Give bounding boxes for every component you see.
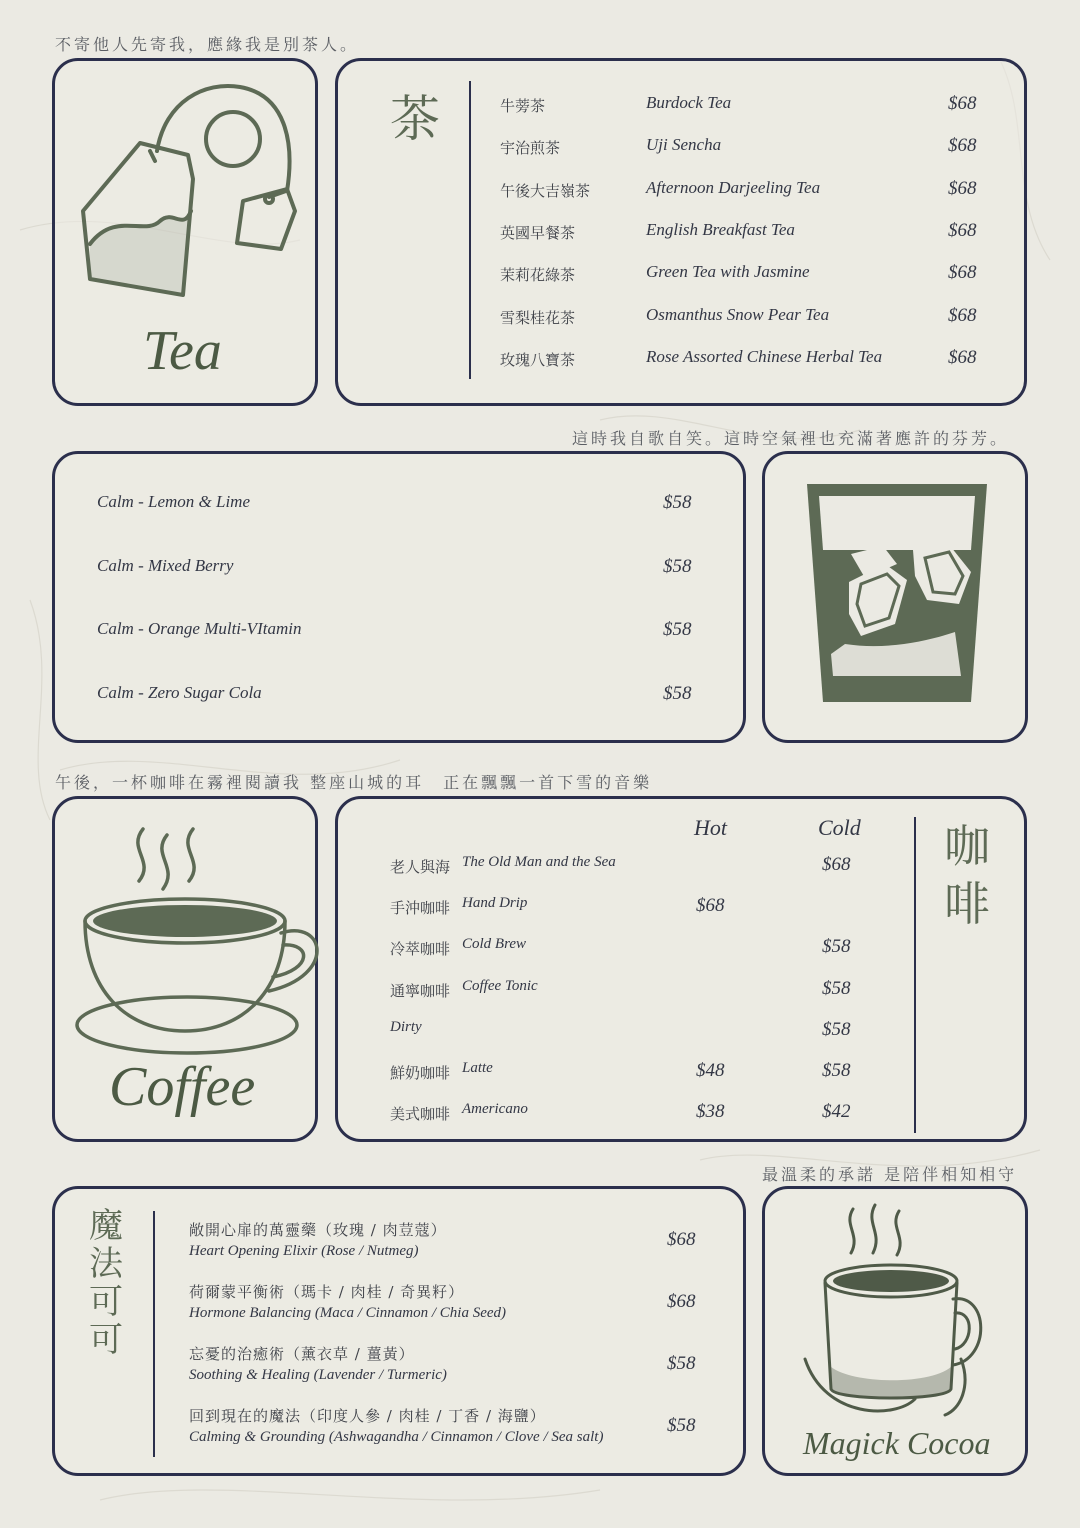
calm-item-name: Calm - Mixed Berry (97, 555, 234, 575)
calm-item (55, 617, 743, 647)
coffee-item-en: Cold Brew (462, 936, 527, 953)
tea-item (338, 218, 1024, 248)
coffee-item-cold-price: $42 (822, 1101, 851, 1123)
coffee-item-en: Dirty (390, 1018, 422, 1035)
coffee-item-cold-price: $68 (822, 854, 851, 875)
coffee-item-en: Coffee Tonic (462, 977, 538, 994)
cocoa-item-zh: 回到現在的魔法（印度人參 / 肉桂 / 丁香 / 海鹽） (189, 1407, 546, 1425)
coffee-item (338, 976, 1024, 1006)
iced-glass-icon (765, 454, 1031, 746)
tea-heading: 茶 (390, 90, 440, 148)
cocoa-item (55, 1343, 743, 1393)
cocoa-item-price: $58 (667, 1415, 696, 1436)
coffee-item-en: Americano (462, 1101, 528, 1118)
tagline-middle: 這時我自歌自笑。這時空氣裡也充滿著應許的芬芳。 (572, 429, 1010, 448)
cocoa-item-zh: 忘憂的治癒術（薰衣草 / 薑黃） (189, 1345, 415, 1363)
tagline-top: 不寄他人先寄我，應緣我是別茶人。 (55, 35, 360, 54)
tea-item-en: Uji Sencha (646, 135, 722, 155)
coffee-item (338, 1017, 1024, 1047)
calm-item (55, 681, 743, 711)
tea-item-zh: 牛蒡茶 (500, 97, 546, 115)
tea-item-price: $68 (948, 262, 977, 284)
tagline-cocoa: 最溫柔的承諾 是陪伴相知相守 (762, 1165, 1018, 1184)
tea-item (338, 133, 1024, 163)
tea-icon-label: Tea (143, 320, 222, 382)
cocoa-item-en: Hormone Balancing (Maca / Cinnamon / Chia Seed) (189, 1305, 507, 1321)
tea-menu-panel (335, 58, 1027, 406)
cocoa-item-price: $58 (667, 1353, 696, 1374)
cocoa-icon-label: Magick Cocoa (803, 1425, 991, 1461)
tea-item (338, 345, 1024, 375)
coffee-item (338, 934, 1024, 964)
coffee-item-cold-price: $58 (822, 936, 851, 958)
tea-item-zh: 宇治煎茶 (500, 139, 561, 158)
coffee-item (338, 1099, 1024, 1129)
glass-icon-panel (762, 451, 1028, 743)
coffee-item (338, 1058, 1024, 1088)
tea-item-price: $68 (948, 219, 977, 241)
tea-item-price: $68 (948, 177, 977, 199)
coffee-icon-panel (52, 796, 318, 1142)
tea-item-price: $68 (948, 304, 977, 326)
coffee-icon-label: Coffee (109, 1056, 256, 1118)
calm-item (55, 554, 743, 584)
tea-item-en: English Breakfast Tea (646, 219, 795, 239)
tea-item-zh: 玫瑰八寶茶 (500, 350, 576, 369)
coffee-item-hot-price: $68 (696, 895, 725, 917)
coffee-item-zh: 老人與海 (390, 858, 451, 876)
tea-item-price: $68 (948, 346, 977, 368)
tea-item-en: Burdock Tea (646, 93, 732, 112)
cocoa-menu-panel (52, 1186, 746, 1476)
cocoa-heading: 魔法可可 (89, 1206, 123, 1360)
calm-item-price: $58 (663, 619, 692, 640)
tea-item-price: $68 (948, 93, 977, 114)
cocoa-item-zh: 荷爾蒙平衡術（瑪卡 / 肉桂 / 奇異籽） (189, 1283, 465, 1301)
cocoa-item (55, 1219, 743, 1269)
tea-item (338, 176, 1024, 206)
tea-item-en: Afternoon Darjeeling Tea (646, 177, 821, 197)
cocoa-item-en: Soothing & Healing (Lavender / Turmeric) (189, 1367, 447, 1383)
calm-item-name: Calm - Lemon & Lime (97, 492, 250, 511)
calm-item-price: $58 (663, 682, 692, 704)
tea-item-en: Osmanthus Snow Pear Tea (646, 304, 830, 324)
tea-item-en: Rose Assorted Chinese Herbal Tea (646, 346, 883, 366)
cocoa-item (55, 1281, 743, 1331)
cocoa-item-zh: 敞開心扉的萬靈藥（玫瑰 / 肉荳蔻） (189, 1221, 447, 1239)
tagline-coffee: 午後，一杯咖啡在霧裡閱讀我 整座山城的耳 正在飄飄一首下雪的音樂 (55, 773, 653, 792)
coffee-item-en: The Old Man and the Sea (462, 854, 616, 870)
cocoa-icon-panel (762, 1186, 1028, 1476)
tea-item-zh: 英國早餐茶 (500, 223, 576, 242)
coffee-item-zh: 手沖咖啡 (390, 899, 451, 918)
calm-item (55, 490, 743, 520)
coffee-heading: 咖啡 (944, 819, 990, 931)
coffee-item-hot-price: $48 (696, 1060, 725, 1081)
calm-item-price: $58 (663, 555, 692, 577)
tea-item-zh: 午後大吉嶺茶 (500, 181, 591, 200)
cocoa-item (55, 1405, 743, 1455)
cocoa-item-en: Calming & Grounding (Ashwagandha / Cinnamon / Clove / Sea salt) (189, 1429, 604, 1445)
coffee-item (338, 852, 1024, 882)
coffee-item-en: Latte (462, 1060, 493, 1076)
calm-item-name: Calm - Zero Sugar Cola (97, 682, 262, 702)
tea-item-zh: 雪梨桂花茶 (500, 308, 576, 327)
tea-item-zh: 茉莉花綠茶 (500, 266, 576, 285)
calm-menu-panel (52, 451, 746, 743)
coffee-item-zh: 鮮奶咖啡 (390, 1064, 451, 1082)
coffee-item-zh: 美式咖啡 (390, 1105, 451, 1124)
coffee-col-hot: Hot (694, 815, 727, 840)
coffee-item-cold-price: $58 (822, 977, 851, 999)
coffee-item-zh: 冷萃咖啡 (390, 940, 451, 959)
tea-item (338, 91, 1024, 121)
coffee-item (338, 893, 1024, 923)
coffee-menu-panel (335, 796, 1027, 1142)
tea-item (338, 260, 1024, 290)
calm-item-price: $58 (663, 492, 692, 513)
cocoa-item-price: $68 (667, 1229, 696, 1250)
coffee-col-cold: Cold (818, 815, 861, 840)
tea-icon-panel (52, 58, 318, 406)
tea-item (338, 303, 1024, 333)
cocoa-item-price: $68 (667, 1291, 696, 1312)
coffee-item-zh: 通寧咖啡 (390, 981, 451, 1000)
tea-item-en: Green Tea with Jasmine (646, 262, 810, 282)
calm-item-name: Calm - Orange Multi-VItamin (97, 619, 302, 638)
coffee-item-cold-price: $58 (822, 1060, 851, 1081)
coffee-item-en: Hand Drip (462, 895, 528, 912)
cocoa-item-en: Heart Opening Elixir (Rose / Nutmeg) (189, 1243, 419, 1259)
coffee-item-cold-price: $58 (822, 1018, 851, 1040)
coffee-item-hot-price: $38 (696, 1101, 725, 1123)
tea-item-price: $68 (948, 135, 977, 157)
